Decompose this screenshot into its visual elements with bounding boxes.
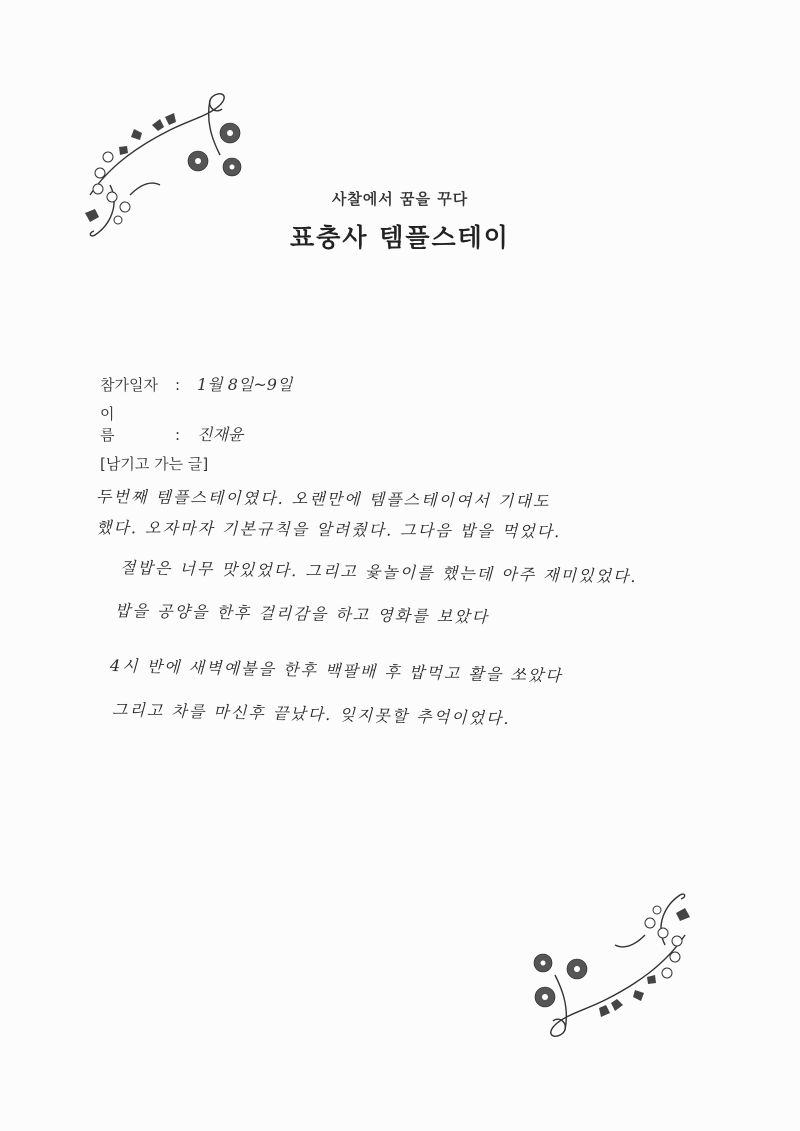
message-header: [남기고 가는 글] [100, 455, 209, 473]
floral-ornament-icon [515, 880, 705, 1045]
message-line: 밥을 공양을 한후 걸리감을 하고 영화를 보았다 [114, 601, 490, 627]
message-line: 그리고 차를 마신후 끝났다. 잊지못할 추억이었다. [111, 700, 511, 729]
message-line: 4시 반에 새벽예불을 한후 백팔배 후 밥먹고 활을 쏘았다 [109, 656, 563, 686]
date-value: 1월 8일~9일 [197, 375, 293, 394]
message-line: 했다. 오자마자 기본규칙을 알려줬다. 그다음 밥을 먹었다. [95, 518, 562, 542]
name-value: 진재윤 [197, 425, 244, 444]
message-line: 두번째 템플스테이였다. 오랜만에 템플스테이여서 기대도 [95, 487, 551, 511]
participation-date-field [100, 372, 292, 395]
name-colon: : [175, 426, 181, 444]
name-label: 이 름 [100, 405, 132, 444]
page-title: 표충사 템플스테이 [290, 223, 510, 252]
date-colon: : [175, 376, 181, 394]
message-line: 절밥은 너무 맛있었다. 그리고 윷놀이를 했는데 아주 재미있었다. [119, 558, 638, 587]
subtitle: 사찰에서 꿈을 꾸다 [331, 190, 469, 208]
date-label: 참가일자 [100, 376, 158, 394]
name-field [100, 403, 243, 445]
